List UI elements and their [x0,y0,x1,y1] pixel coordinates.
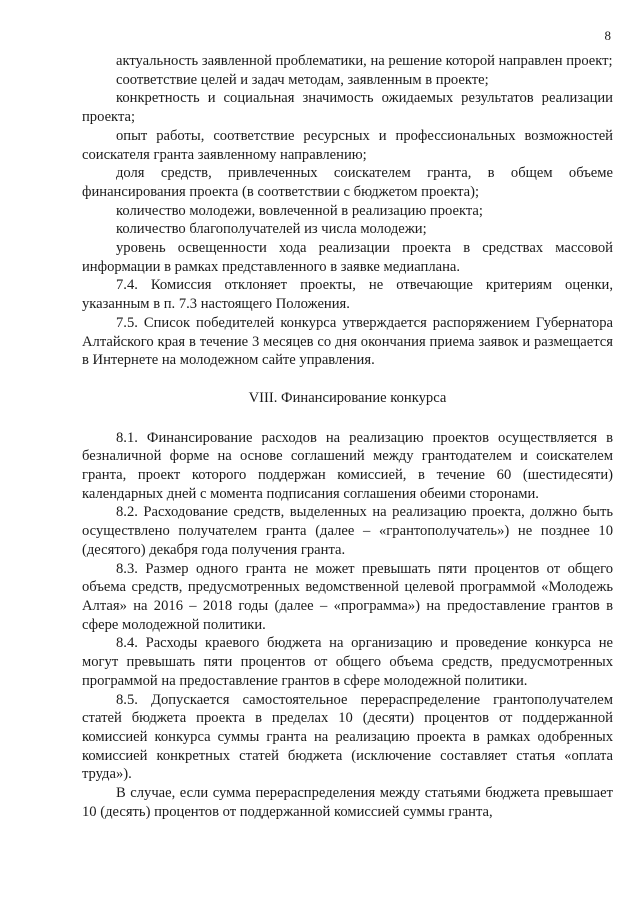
criterion-youth-involved: количество молодежи, вовлеченной в реализацию проекта; [116,202,483,219]
criterion-beneficiaries: количество благополучателей из числа молодежи; [116,221,427,238]
clause-8-1: 8.1. Финансирование расходов на реализацию проектов осуществляется в безналичной форме на основе соглашений между грантодателем и соискателем гранта, проект которого поддержан комиссией, в течение 60 (шестидесяти) календарных дней с момента подписания соглашения обеими сторонами. [82,429,613,502]
clause-7-5: 7.5. Список победителей конкурса утверждается распоряжением Губернатора Алтайского края в течение 3 месяцев со дня окончания приема заявок и размещается в Интернете на молодежном сайте управления. [82,314,613,369]
section-heading: VIII. Финансирование конкурса [248,389,447,406]
criterion-relevance: актуальность заявленной проблематики, на решение которой направлен проект; [116,53,613,69]
criterion-significance: конкретность и социальная значимость ожидаемых результатов реализации проекта; [82,90,613,126]
clause-8-4: 8.4. Расходы краевого бюджета на организацию и проведение конкурса не могут превышать пяти процентов от общего объема средств, предусмотренных программой на предоставление грантов в сфере молодежной политики. [82,635,613,689]
criterion-experience: опыт работы, соответствие ресурсных и профессиональных возможностей соискателя гранта заявленному направлению; [82,127,613,163]
clause-7-4: 7.4. Комиссия отклоняет проекты, не отвечающие критериям оценки, указанным в п. 7.3 настоящего Положения. [82,277,613,313]
document-body [82,52,613,821]
clause-8-2: 8.2. Расходование средств, выделенных на реализацию проекта, должно быть осуществлено получателем гранта (далее – «грантополучатель») не позднее 10 (десятого) декабря года получения гранта. [82,504,613,558]
criterion-media-coverage: уровень освещенности хода реализации проекта в средствах массовой информации в рамках представленного в заявке медиаплана. [82,240,613,275]
clause-8-5: 8.5. Допускается самостоятельное перераспределение грантополучателем статей бюджета проекта в пределах 10 (десяти) процентов от поддержанной комиссией конкурса суммы гранта на реализацию проекта в рамках одобренных комиссией конкретных статей бюджета (исключение составляет статья «оплата труда»). [82,691,613,783]
page-number: 8 [604,28,611,43]
clause-8-3: 8.3. Размер одного гранта не может превышать пяти процентов от общего объема средств, предусмотренных ведомственной целевой программой «Молодежь Алтая» на 2016 – 2018 годы (далее – «программа») на предоставление грантов в сфере молодежной политики. [82,560,613,633]
criterion-goals-methods: соответствие целей и задач методам, заявленным в проекте; [116,71,489,88]
criterion-cofinancing: доля средств, привлеченных соискателем гранта, в общем объеме финансирования проекта (в соответствии с бюджетом проекта); [82,165,613,200]
clause-8-5-continued: В случае, если сумма перераспределения между статьями бюджета превышает 10 (десять) процентов от поддержанной комиссией суммы гранта, [82,785,613,820]
